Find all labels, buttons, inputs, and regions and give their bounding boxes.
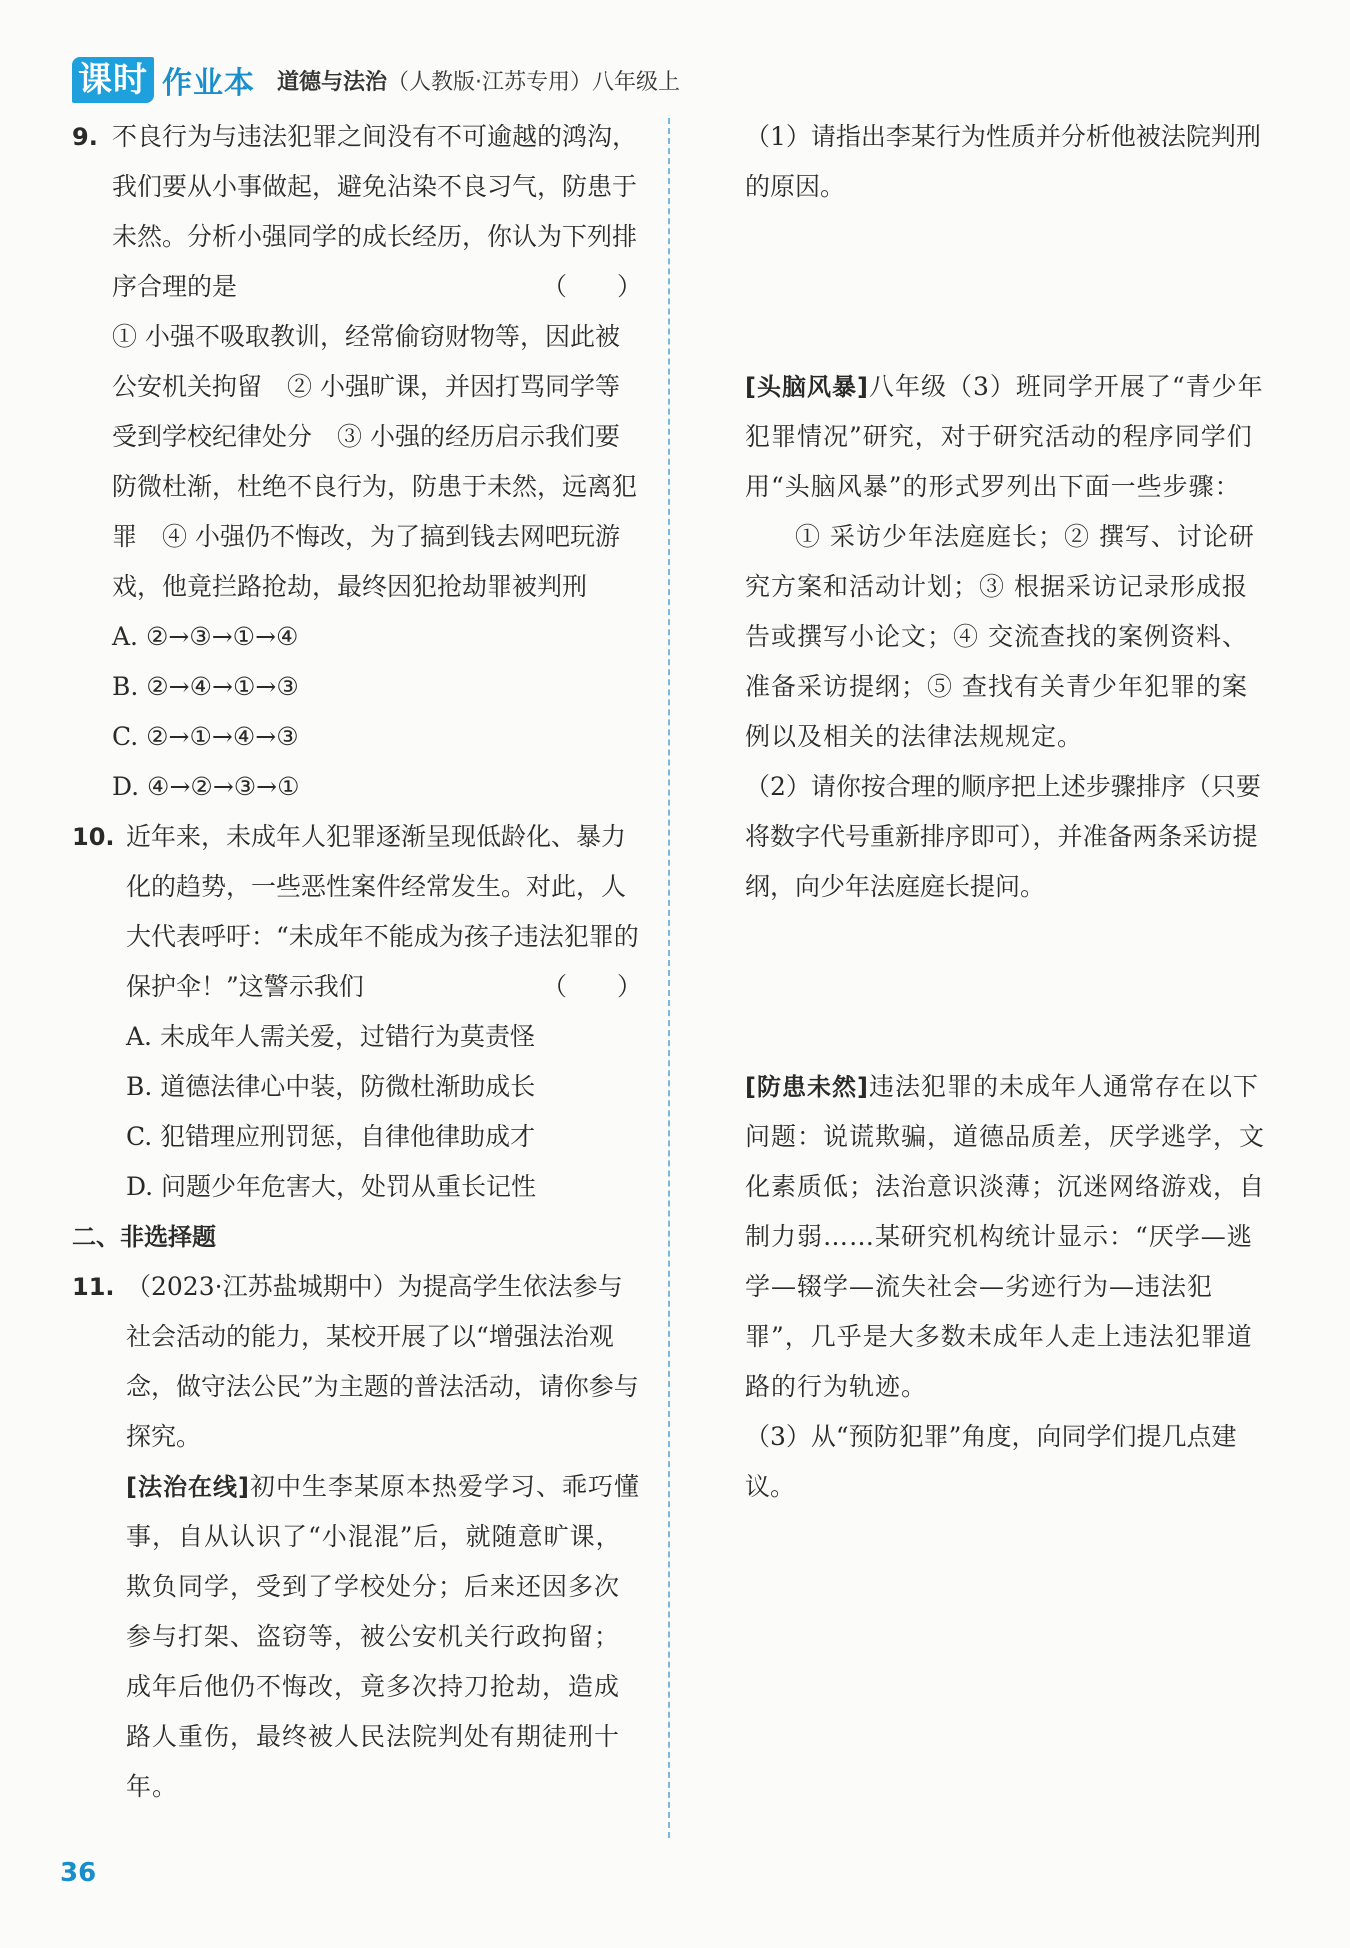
material-law-online [126, 1462, 644, 1812]
edition: （人教版·江苏专用） [387, 69, 593, 95]
material-tag: [防患未然] [745, 1073, 869, 1101]
series-logo [72, 56, 255, 104]
answer-space-1[interactable] [745, 212, 1265, 362]
option-c[interactable]: C. ②→①→④→③ [112, 722, 299, 751]
subject: 道德与法治 [277, 69, 388, 95]
subquestion-3: （3）从“预防犯罪”角度，向同学们提几点建议。 [745, 1422, 1237, 1501]
left-column [72, 112, 644, 1812]
subquestion-2: （2）请你按合理的顺序把上述步骤排序（只要将数字代号重新排序即可），并准备两条采访提纲，向少年法庭庭长提问。 [745, 772, 1261, 901]
option-d[interactable]: D. 问题少年危害大，处罚从重长记性 [126, 1172, 537, 1201]
material-steps: ① 采访少年法庭庭长；② 撰写、讨论研究方案和活动计划；③ 根据采访记录形成报告或撰写小论文；④ 交流查找的案例资料、准备采访提纲；⑤ 查找有关青少年犯罪的案例以及相关的法律法规规定。 [745, 522, 1255, 751]
option-b[interactable]: B. ②→④→①→③ [112, 672, 299, 701]
question-stem: 不良行为与违法犯罪之间没有不可逾越的鸿沟，我们要从小事做起，避免沾染不良习气，防患于未然。分析小强同学的成长经历，你认为下列排序合理的是 [112, 122, 638, 301]
answer-space-2[interactable] [745, 912, 1265, 1062]
material-brainstorm [745, 362, 1265, 512]
statements: ① 小强不吸取教训，经常偷窃财物等，因此被公安机关拘留 ② 小强旷课，并因打骂同学等受到学校纪律处分 ③ 小强的经历启示我们要防微杜渐，杜绝不良行为，防患于未然，远离犯罪 ④ 小强仍不悔改，为了搞到钱去网吧玩游戏，他竟拦路抢劫，最终因犯抢劫罪被判刑 [112, 322, 638, 601]
option-c[interactable]: C. 犯错理应刑罚惩，自律他律助成才 [126, 1122, 536, 1151]
logo-word: 作业本 [162, 66, 255, 101]
question-10 [72, 812, 644, 1212]
question-stem: 近年来，未成年人犯罪逐渐呈现低龄化、暴力化的趋势，一些恶性案件经常发生。对此，人大代表呼吁：“未成年不能成为孩子违法犯罪的保护伞！”这警示我们 [126, 822, 639, 1001]
logo-mark: 课时 [72, 57, 154, 103]
material-tag: [法治在线] [126, 1473, 250, 1501]
question-stem: （2023·江苏盐城期中）为提高学生依法参与社会活动的能力，某校开展了以“增强法治观念，做守法公民”为主题的普法活动，请你参与探究。 [126, 1272, 639, 1451]
material-text: 八年级（3）班同学开展了“青少年犯罪情况”研究，对于研究活动的程序同学们用“头脑风暴”的形式罗列出下面一些步骤： [745, 372, 1264, 501]
section-heading: 二、非选择题 [72, 1223, 216, 1251]
subquestion-1: （1）请指出李某行为性质并分析他被法院判刑的原因。 [745, 122, 1261, 201]
option-a[interactable]: A. 未成年人需关爱，过错行为莫责怪 [126, 1022, 535, 1051]
page-header [72, 52, 680, 108]
material-text: 违法犯罪的未成年人通常存在以下问题：说谎欺骗，道德品质差，厌学逃学，文化素质低；法治意识淡薄；沉迷网络游戏，自制力弱……某研究机构统计显示：“厌学—逃学—辍学—流失社会—劣迹行为—违法犯罪”，几乎是大多数未成年人走上违法犯罪道路的行为轨迹。 [745, 1072, 1266, 1401]
material-tag: [头脑风暴] [745, 373, 869, 401]
question-9 [72, 112, 644, 812]
answer-blank[interactable]: （ ） [541, 972, 642, 1001]
question-11 [72, 1262, 644, 1812]
material-prevention [745, 1062, 1265, 1412]
book-subtitle [277, 65, 680, 96]
option-d[interactable]: D. ④→②→③→① [112, 772, 300, 801]
answer-blank[interactable]: （ ） [541, 272, 642, 301]
right-column [745, 112, 1265, 1512]
question-number: 10. [72, 823, 115, 851]
column-divider [668, 118, 670, 1838]
question-number: 11. [72, 1273, 115, 1301]
option-b[interactable]: B. 道德法律心中装，防微杜渐助成长 [126, 1072, 536, 1101]
question-number: 9. [72, 123, 98, 151]
grade: 八年级上 [592, 69, 681, 95]
option-a[interactable]: A. ②→③→①→④ [112, 622, 299, 651]
material-text: 初中生李某原本热爱学习、乖巧懂事，自从认识了“小混混”后，就随意旷课，欺负同学，受到了学校处分；后来还因多次参与打架、盗窃等，被公安机关行政拘留；成年后他仍不悔改，竟多次持刀抢劫，造成路人重伤，最终被人民法院判处有期徒刑十年。 [126, 1472, 640, 1801]
page-number: 36 [60, 1858, 97, 1888]
